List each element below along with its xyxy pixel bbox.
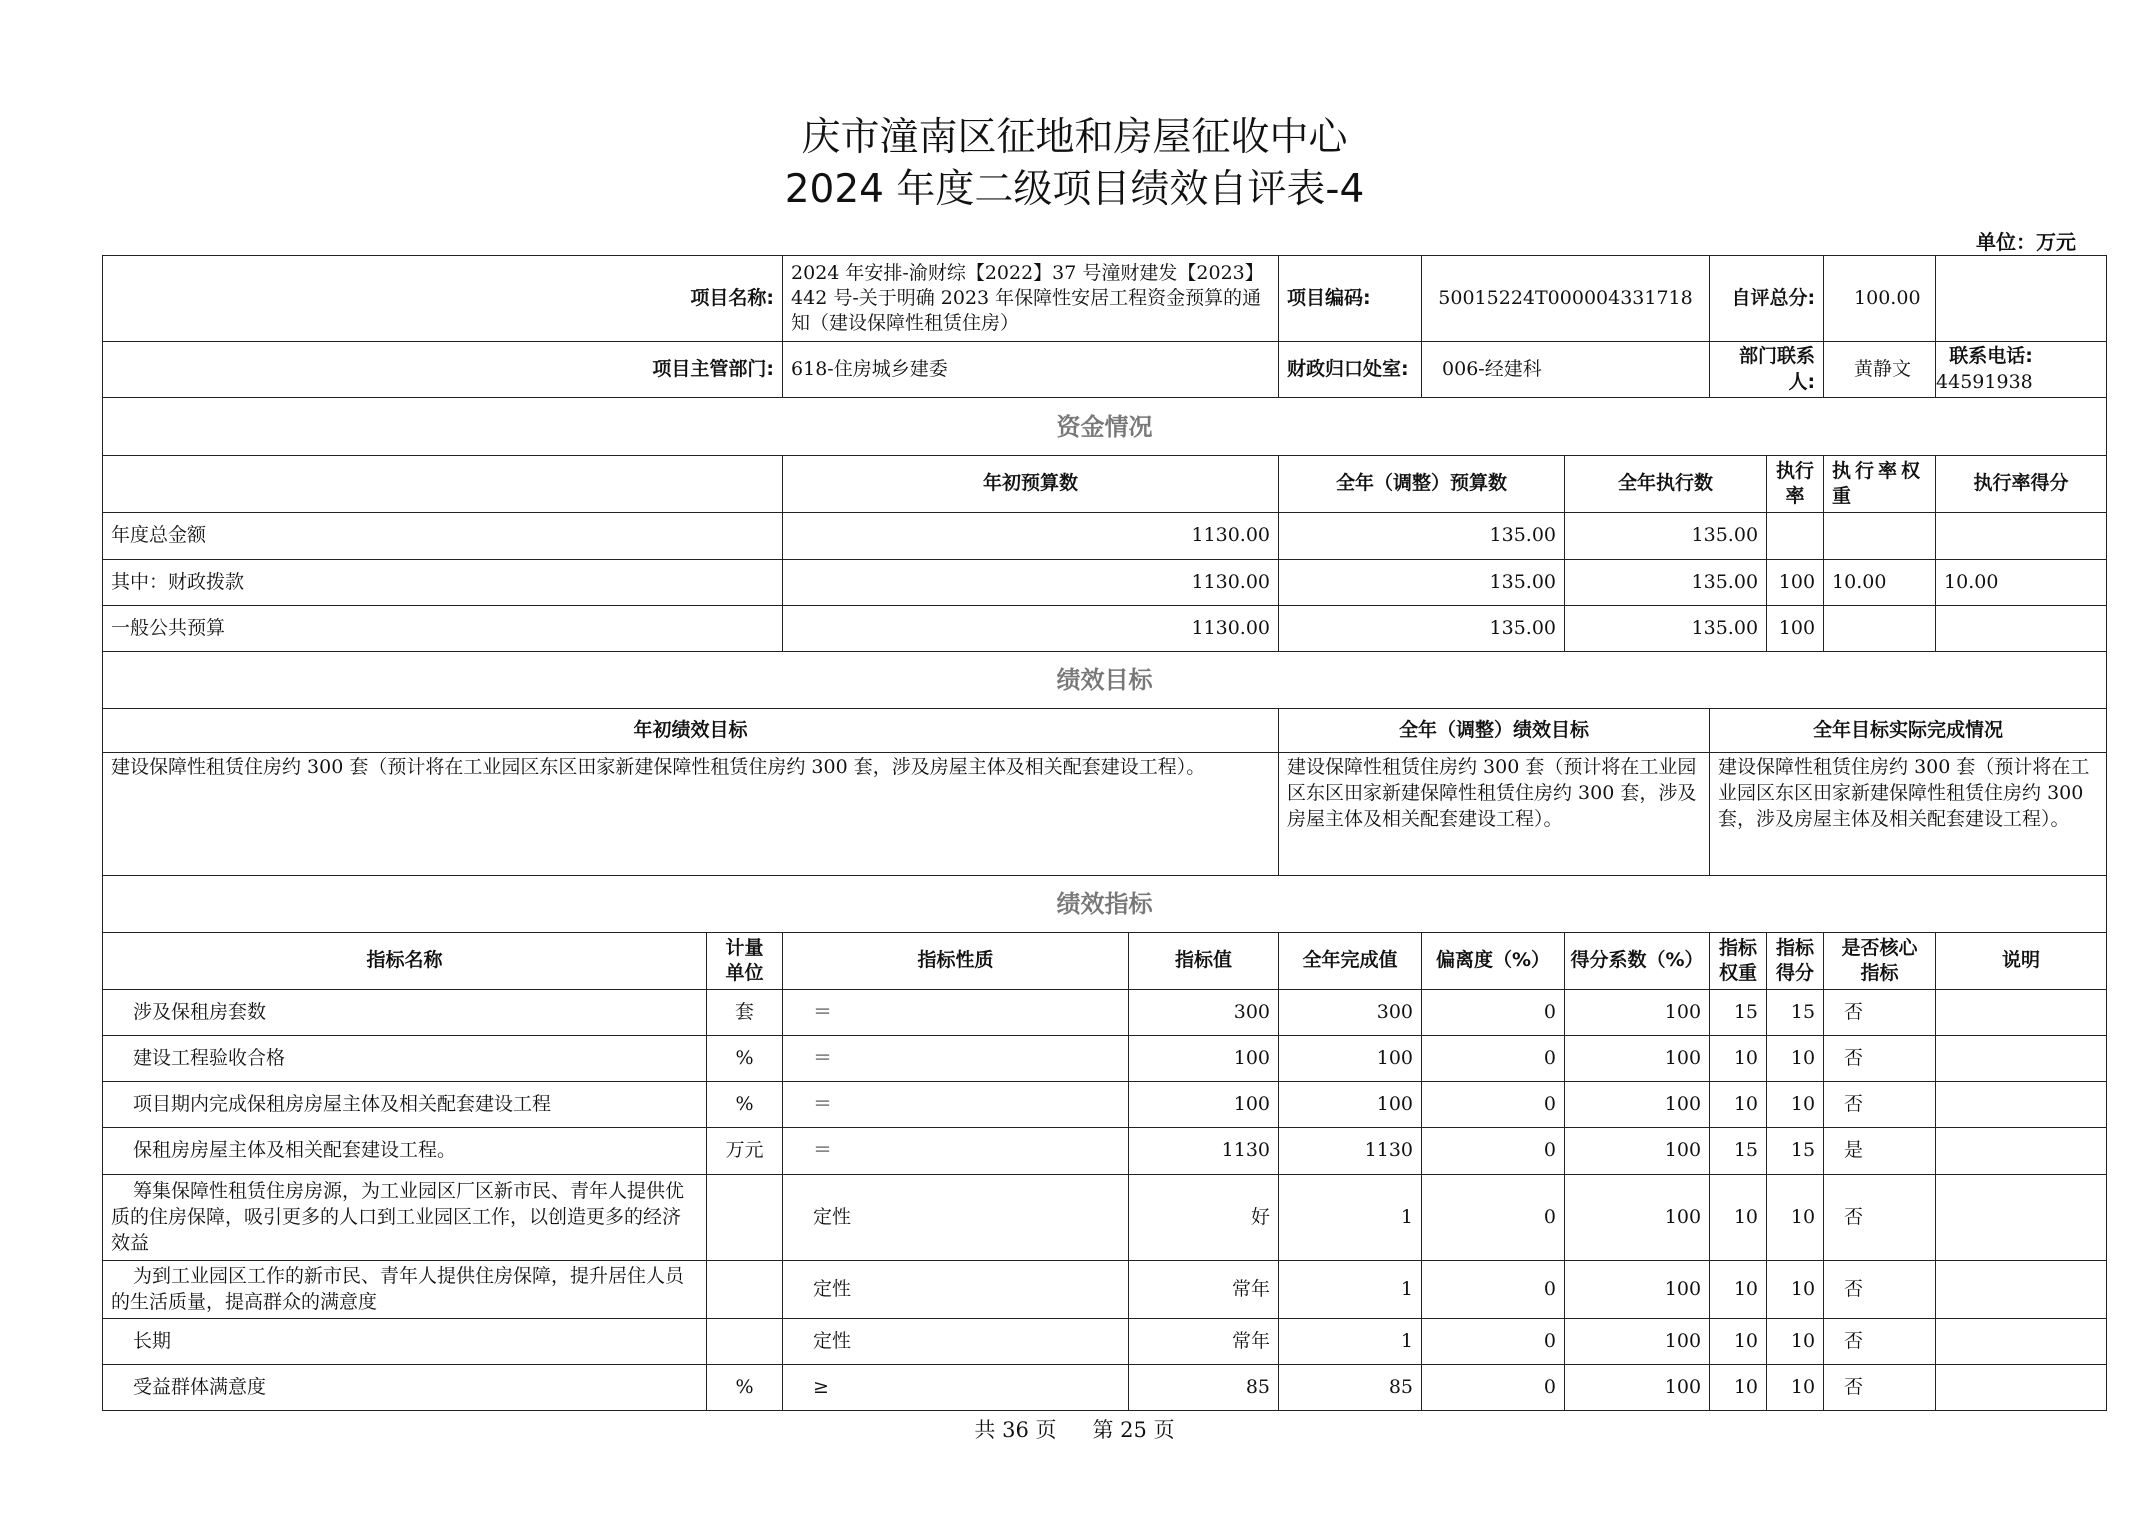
ind-coef: 100 — [1565, 1036, 1710, 1082]
funds-row-initial: 1130.00 — [783, 606, 1279, 652]
ind-name: 受益群体满意度 — [103, 1365, 707, 1411]
ind-name: 为到工业园区工作的新市民、青年人提供住房保障，提升居住人员的生活质量，提高群众的满意度 — [103, 1261, 707, 1319]
current-page: 第 25 页 — [1092, 1418, 1175, 1442]
ind-coef: 100 — [1565, 1082, 1710, 1128]
dept-value: 618-住房城乡建委 — [783, 342, 1279, 398]
ind-name: 涉及保租房套数 — [103, 990, 707, 1036]
funds-row-name: 年度总金额 — [103, 513, 783, 560]
ind-target: 100 — [1129, 1082, 1279, 1128]
indicators-section-row — [103, 876, 2107, 933]
ind-note — [1936, 990, 2107, 1036]
ind-deviation: 0 — [1422, 1128, 1565, 1175]
ind-actual: 85 — [1279, 1365, 1422, 1411]
funds-row-initial: 1130.00 — [783, 513, 1279, 560]
funds-row-rate — [1767, 513, 1824, 560]
ind-score: 10 — [1767, 1082, 1824, 1128]
ind-unit: % — [707, 1036, 783, 1082]
ind-score: 10 — [1767, 1261, 1824, 1319]
goal-adjusted-text: 建设保障性租赁住房约 300 套（预计将在工业园区东区田家新建保障性租赁住房约 300 套，涉及房屋主体及相关配套建设工程）。 — [1279, 753, 1710, 876]
ind-header-unit: 计量单位 — [707, 933, 783, 990]
goals-header-adjusted: 全年（调整）绩效目标 — [1279, 709, 1710, 753]
funds-row-score — [1936, 513, 2107, 560]
indicator-row — [103, 1365, 2107, 1411]
ind-actual: 1 — [1279, 1261, 1422, 1319]
funds-row-initial: 1130.00 — [783, 560, 1279, 606]
ind-actual: 1130 — [1279, 1128, 1422, 1175]
ind-note — [1936, 1036, 2107, 1082]
evaluation-table — [102, 255, 2107, 1411]
funds-row-name: 其中：财政拨款 — [103, 560, 783, 606]
ind-name: 保租房房屋主体及相关配套建设工程。 — [103, 1128, 707, 1175]
ind-unit: 万元 — [707, 1128, 783, 1175]
funds-row-rate: 100 — [1767, 560, 1824, 606]
funds-header-row — [103, 456, 2107, 513]
finance-office-value: 006-经建科 — [1422, 342, 1710, 398]
ind-weight: 10 — [1710, 1082, 1767, 1128]
ind-actual: 1 — [1279, 1175, 1422, 1261]
indicators-header-row — [103, 933, 2107, 990]
contact-value: 黄静文 — [1824, 342, 1936, 398]
funds-row-executed: 135.00 — [1565, 560, 1767, 606]
self-score-label: 自评总分: — [1710, 256, 1824, 342]
ind-note — [1936, 1319, 2107, 1365]
ind-unit: 套 — [707, 990, 783, 1036]
ind-score: 10 — [1767, 1319, 1824, 1365]
indicator-row — [103, 1175, 2107, 1261]
ind-core: 否 — [1824, 1175, 1936, 1261]
page-footer — [0, 1414, 2149, 1444]
ind-score: 10 — [1767, 1365, 1824, 1411]
dept-label: 项目主管部门: — [103, 342, 783, 398]
ind-weight: 10 — [1710, 1365, 1767, 1411]
ind-deviation: 0 — [1422, 990, 1565, 1036]
ind-weight: 15 — [1710, 1128, 1767, 1175]
ind-core: 否 — [1824, 1365, 1936, 1411]
total-pages: 共 36 页 — [974, 1418, 1057, 1442]
ind-header-score: 指标得分 — [1767, 933, 1824, 990]
ind-target: 85 — [1129, 1365, 1279, 1411]
ind-actual: 100 — [1279, 1036, 1422, 1082]
funds-row — [103, 606, 2107, 652]
funds-row-score — [1936, 606, 2107, 652]
funds-header-adjusted: 全年（调整）预算数 — [1279, 456, 1565, 513]
ind-core: 否 — [1824, 1261, 1936, 1319]
funds-row-score: 10.00 — [1936, 560, 2107, 606]
funds-header-score: 执行率得分 — [1936, 456, 2107, 513]
contact-label: 部门联系人: — [1710, 342, 1824, 398]
ind-header-name: 指标名称 — [103, 933, 707, 990]
goals-section-title: 绩效目标 — [103, 652, 2107, 709]
funds-row-weight: 10.00 — [1824, 560, 1936, 606]
funds-row-rate: 100 — [1767, 606, 1824, 652]
ind-nature: ＝ — [783, 990, 1129, 1036]
ind-target: 300 — [1129, 990, 1279, 1036]
ind-weight: 10 — [1710, 1175, 1767, 1261]
ind-target: 常年 — [1129, 1319, 1279, 1365]
empty-cell — [103, 456, 783, 513]
ind-nature: 定性 — [783, 1175, 1129, 1261]
ind-core: 否 — [1824, 1082, 1936, 1128]
ind-header-actual: 全年完成值 — [1279, 933, 1422, 990]
ind-name: 项目期内完成保租房房屋主体及相关配套建设工程 — [103, 1082, 707, 1128]
ind-header-nature: 指标性质 — [783, 933, 1129, 990]
ind-header-deviation: 偏离度（%） — [1422, 933, 1565, 990]
ind-nature: ≥ — [783, 1365, 1129, 1411]
funds-row-adjusted: 135.00 — [1279, 513, 1565, 560]
funds-row-adjusted: 135.00 — [1279, 560, 1565, 606]
indicator-row — [103, 1082, 2107, 1128]
indicator-row — [103, 990, 2107, 1036]
funds-section-row — [103, 398, 2107, 456]
project-name-value: 2024 年安排-渝财综【2022】37 号潼财建发【2023】442 号-关于明确 2023 年保障性安居工程资金预算的通知（建设保障性租赁住房） — [783, 256, 1279, 342]
ind-actual: 300 — [1279, 990, 1422, 1036]
funds-row-name: 一般公共预算 — [103, 606, 783, 652]
funds-row — [103, 560, 2107, 606]
ind-target: 100 — [1129, 1036, 1279, 1082]
project-info-row — [103, 256, 2107, 342]
project-code-value: 50015224T000004331718 — [1422, 256, 1710, 342]
ind-nature: ＝ — [783, 1128, 1129, 1175]
ind-target: 好 — [1129, 1175, 1279, 1261]
funds-header-rate: 执行率 — [1767, 456, 1824, 513]
self-score-value: 100.00 — [1824, 256, 1936, 342]
ind-unit — [707, 1175, 783, 1261]
ind-deviation: 0 — [1422, 1319, 1565, 1365]
ind-header-target: 指标值 — [1129, 933, 1279, 990]
ind-nature: ＝ — [783, 1036, 1129, 1082]
goals-content-row — [103, 753, 2107, 876]
ind-coef: 100 — [1565, 1261, 1710, 1319]
document-title: 庆市潼南区征地和房屋征收中心 — [801, 115, 1348, 160]
goals-header-initial: 年初绩效目标 — [103, 709, 1279, 753]
funds-header-initial: 年初预算数 — [783, 456, 1279, 513]
ind-target: 1130 — [1129, 1128, 1279, 1175]
ind-nature: 定性 — [783, 1261, 1129, 1319]
funds-row-executed: 135.00 — [1565, 513, 1767, 560]
ind-weight: 10 — [1710, 1319, 1767, 1365]
ind-note — [1936, 1261, 2107, 1319]
ind-name: 长期 — [103, 1319, 707, 1365]
goal-actual-text: 建设保障性租赁住房约 300 套（预计将在工业园区东区田家新建保障性租赁住房约 300 套，涉及房屋主体及相关配套建设工程）。 — [1710, 753, 2107, 876]
ind-actual: 1 — [1279, 1319, 1422, 1365]
funds-header-weight: 执行率权重 — [1824, 456, 1936, 513]
ind-core: 是 — [1824, 1128, 1936, 1175]
ind-target: 常年 — [1129, 1261, 1279, 1319]
ind-actual: 100 — [1279, 1082, 1422, 1128]
ind-deviation: 0 — [1422, 1261, 1565, 1319]
document-subtitle: 2024 年度二级项目绩效自评表-4 — [784, 167, 1365, 212]
ind-coef: 100 — [1565, 990, 1710, 1036]
ind-coef: 100 — [1565, 1175, 1710, 1261]
ind-unit: % — [707, 1082, 783, 1128]
ind-coef: 100 — [1565, 1365, 1710, 1411]
ind-name: 建设工程验收合格 — [103, 1036, 707, 1082]
indicator-row — [103, 1261, 2107, 1319]
phone-value: 44591938 — [1936, 370, 2033, 393]
ind-deviation: 0 — [1422, 1036, 1565, 1082]
funds-section-title: 资金情况 — [103, 398, 2107, 456]
phone-cell — [1936, 342, 2107, 398]
ind-coef: 100 — [1565, 1319, 1710, 1365]
ind-note — [1936, 1365, 2107, 1411]
funds-row-executed: 135.00 — [1565, 606, 1767, 652]
ind-header-note: 说明 — [1936, 933, 2107, 990]
ind-score: 15 — [1767, 990, 1824, 1036]
ind-core: 否 — [1824, 990, 1936, 1036]
ind-weight: 15 — [1710, 990, 1767, 1036]
department-row — [103, 342, 2107, 398]
ind-core: 否 — [1824, 1036, 1936, 1082]
funds-header-executed: 全年执行数 — [1565, 456, 1767, 513]
ind-core: 否 — [1824, 1319, 1936, 1365]
ind-unit — [707, 1261, 783, 1319]
indicator-row — [103, 1128, 2107, 1175]
ind-note — [1936, 1175, 2107, 1261]
ind-header-weight: 指标权重 — [1710, 933, 1767, 990]
indicator-row — [103, 1319, 2107, 1365]
unit-label: 单位：万元 — [1976, 230, 2076, 254]
ind-unit — [707, 1319, 783, 1365]
ind-deviation: 0 — [1422, 1175, 1565, 1261]
indicator-row — [103, 1036, 2107, 1082]
funds-row-weight — [1824, 513, 1936, 560]
ind-deviation: 0 — [1422, 1365, 1565, 1411]
ind-nature: 定性 — [783, 1319, 1129, 1365]
ind-score: 10 — [1767, 1175, 1824, 1261]
goals-section-row — [103, 652, 2107, 709]
indicators-section-title: 绩效指标 — [103, 876, 2107, 933]
ind-coef: 100 — [1565, 1128, 1710, 1175]
ind-note — [1936, 1128, 2107, 1175]
phone-label: 联系电话: — [1949, 345, 2033, 367]
goals-header-row — [103, 709, 2107, 753]
project-name-label: 项目名称: — [103, 256, 783, 342]
ind-header-core: 是否核心指标 — [1824, 933, 1936, 990]
finance-office-label: 财政归口处室: — [1279, 342, 1422, 398]
funds-row — [103, 513, 2107, 560]
ind-name: 筹集保障性租赁住房房源，为工业园区厂区新市民、青年人提供优质的住房保障，吸引更多的人口到工业园区工作，以创造更多的经济效益 — [103, 1175, 707, 1261]
goal-initial-text: 建设保障性租赁住房约 300 套（预计将在工业园区东区田家新建保障性租赁住房约 300 套，涉及房屋主体及相关配套建设工程）。 — [103, 753, 1279, 876]
ind-header-coef: 得分系数（%） — [1565, 933, 1710, 990]
ind-deviation: 0 — [1422, 1082, 1565, 1128]
funds-row-weight — [1824, 606, 1936, 652]
ind-note — [1936, 1082, 2107, 1128]
empty-cell — [1936, 256, 2107, 342]
ind-weight: 10 — [1710, 1261, 1767, 1319]
ind-score: 10 — [1767, 1036, 1824, 1082]
project-code-label: 项目编码: — [1279, 256, 1422, 342]
funds-row-adjusted: 135.00 — [1279, 606, 1565, 652]
ind-unit: % — [707, 1365, 783, 1411]
ind-weight: 10 — [1710, 1036, 1767, 1082]
ind-score: 15 — [1767, 1128, 1824, 1175]
goals-header-actual: 全年目标实际完成情况 — [1710, 709, 2107, 753]
ind-nature: ＝ — [783, 1082, 1129, 1128]
